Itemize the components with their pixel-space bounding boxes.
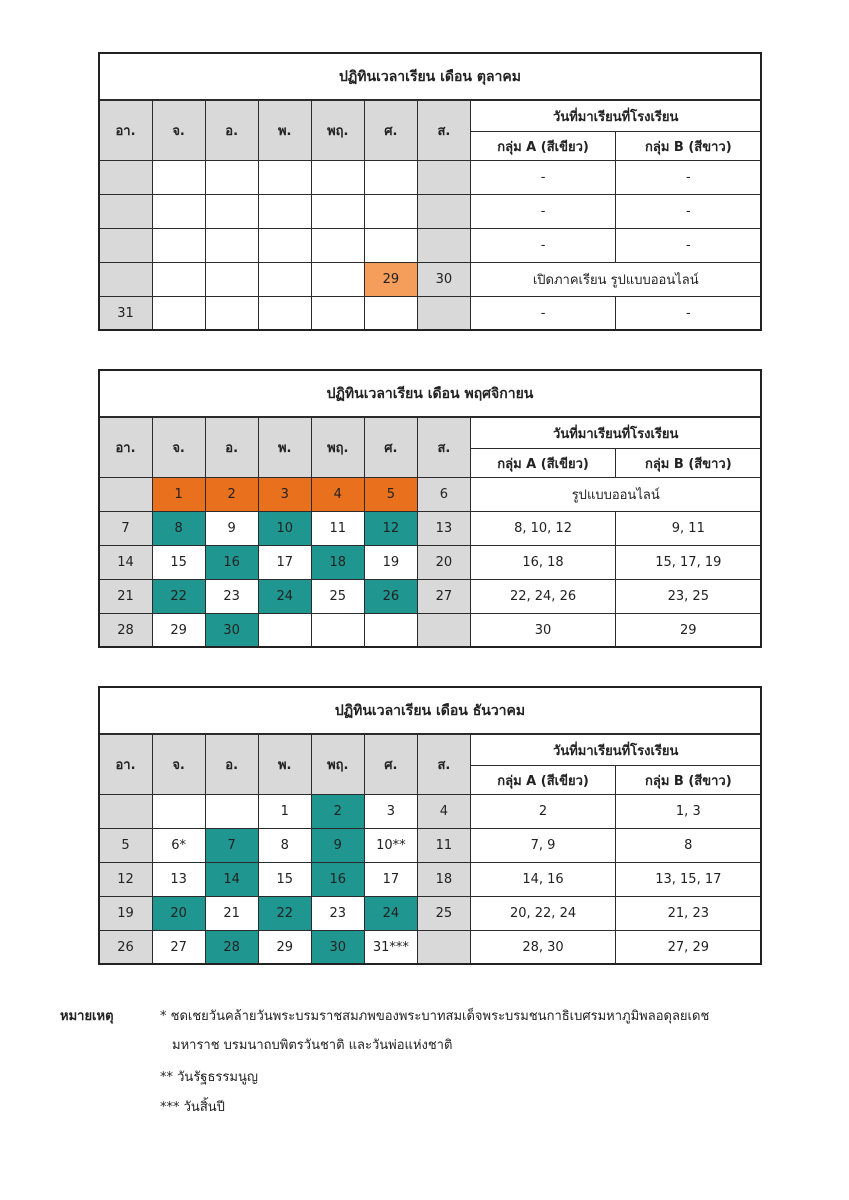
day-cell: 2 — [205, 478, 258, 512]
day-cell — [205, 263, 258, 297]
day-cell: 26 — [99, 931, 152, 965]
group-b-days: 13, 15, 17 — [616, 863, 761, 897]
group-b-days: 1, 3 — [616, 795, 761, 829]
day-cell: 14 — [205, 863, 258, 897]
day-cell: 31 — [99, 297, 152, 331]
day-cell: 21 — [205, 897, 258, 931]
day-cell: 26 — [364, 580, 417, 614]
day-cell: 9 — [205, 512, 258, 546]
day-cell: 7 — [205, 829, 258, 863]
day-cell: 17 — [364, 863, 417, 897]
group-b-days: 8 — [616, 829, 761, 863]
day-cell: 14 — [99, 546, 152, 580]
day-cell — [99, 263, 152, 297]
group-b-header: กลุ่ม B (สีขาว) — [616, 449, 761, 478]
day-cell — [205, 195, 258, 229]
day-cell: 6* — [152, 829, 205, 863]
group-a-days: 14, 16 — [470, 863, 615, 897]
calendar-title: ปฏิทินเวลาเรียน เดือน ตุลาคม — [99, 53, 761, 100]
day-cell — [417, 614, 470, 648]
day-cell: 15 — [152, 546, 205, 580]
day-header: ส. — [417, 417, 470, 478]
group-a-header: กลุ่ม A (สีเขียว) — [470, 132, 615, 161]
group-a-header: กลุ่ม A (สีเขียว) — [470, 449, 615, 478]
day-cell: 30 — [311, 931, 364, 965]
day-cell: 13 — [152, 863, 205, 897]
day-cell — [99, 478, 152, 512]
school-days-header: วันที่มาเรียนที่โรงเรียน — [470, 417, 761, 449]
group-b-days: - — [616, 161, 761, 195]
group-a-days: 20, 22, 24 — [470, 897, 615, 931]
day-cell — [99, 229, 152, 263]
day-header: พฤ. — [311, 417, 364, 478]
day-cell: 28 — [99, 614, 152, 648]
day-cell — [364, 229, 417, 263]
day-cell: 17 — [258, 546, 311, 580]
day-cell: 16 — [311, 863, 364, 897]
day-cell: 15 — [258, 863, 311, 897]
day-cell: 5 — [99, 829, 152, 863]
day-cell — [152, 297, 205, 331]
group-a-header: กลุ่ม A (สีเขียว) — [470, 766, 615, 795]
day-cell: 18 — [417, 863, 470, 897]
day-cell: 25 — [417, 897, 470, 931]
week-row — [99, 863, 761, 897]
day-cell: 7 — [99, 512, 152, 546]
day-cell — [205, 795, 258, 829]
day-cell: 25 — [311, 580, 364, 614]
day-cell: 11 — [417, 829, 470, 863]
week-row — [99, 297, 761, 331]
day-header: อ. — [205, 417, 258, 478]
week-row — [99, 478, 761, 512]
day-header: อา. — [99, 417, 152, 478]
day-cell: 11 — [311, 512, 364, 546]
day-header: จ. — [152, 734, 205, 795]
group-b-days: 23, 25 — [616, 580, 761, 614]
day-header: ศ. — [364, 100, 417, 161]
day-cell: 20 — [417, 546, 470, 580]
note-line-3: ** วันรัฐธรรมนูญ — [160, 1070, 258, 1085]
week-row — [99, 195, 761, 229]
day-cell: 30 — [205, 614, 258, 648]
day-cell: 3 — [364, 795, 417, 829]
group-b-days: 9, 11 — [616, 512, 761, 546]
day-cell — [311, 297, 364, 331]
day-cell: 20 — [152, 897, 205, 931]
day-cell — [258, 229, 311, 263]
group-a-days: 16, 18 — [470, 546, 615, 580]
day-cell — [417, 297, 470, 331]
calendar-title: ปฏิทินเวลาเรียน เดือน ธันวาคม — [99, 687, 761, 734]
day-cell — [99, 795, 152, 829]
day-cell: 30 — [417, 263, 470, 297]
day-header: ส. — [417, 734, 470, 795]
day-cell: 29 — [364, 263, 417, 297]
group-b-header: กลุ่ม B (สีขาว) — [616, 132, 761, 161]
day-cell — [364, 297, 417, 331]
day-cell — [364, 161, 417, 195]
group-a-days: - — [470, 161, 615, 195]
group-a-days: 30 — [470, 614, 615, 648]
week-row — [99, 580, 761, 614]
day-cell — [258, 297, 311, 331]
calendar-november — [98, 369, 762, 648]
group-b-header: กลุ่ม B (สีขาว) — [616, 766, 761, 795]
day-cell: 13 — [417, 512, 470, 546]
day-cell: 1 — [258, 795, 311, 829]
day-cell: 1 — [152, 478, 205, 512]
day-cell: 22 — [258, 897, 311, 931]
day-cell — [364, 614, 417, 648]
day-header: อ. — [205, 100, 258, 161]
week-row — [99, 161, 761, 195]
day-cell — [417, 931, 470, 965]
week-row — [99, 512, 761, 546]
day-cell: 12 — [364, 512, 417, 546]
day-cell — [258, 195, 311, 229]
day-cell: 23 — [311, 897, 364, 931]
day-cell: 2 — [311, 795, 364, 829]
day-cell: 29 — [152, 614, 205, 648]
day-header: พฤ. — [311, 100, 364, 161]
school-days-header: วันที่มาเรียนที่โรงเรียน — [470, 100, 761, 132]
group-a-days: 28, 30 — [470, 931, 615, 965]
day-header: ศ. — [364, 734, 417, 795]
note-line-1: * ชดเชยวันคล้ายวันพระบรมราชสมภพของพระบาทสมเด็จพระบรมชนกาธิเบศรมหาภูมิพลอดุลยเดช — [160, 1009, 710, 1024]
day-cell — [417, 161, 470, 195]
day-cell — [99, 195, 152, 229]
group-b-days: - — [616, 297, 761, 331]
day-cell: 10 — [258, 512, 311, 546]
school-days-header: วันที่มาเรียนที่โรงเรียน — [470, 734, 761, 766]
day-cell — [205, 161, 258, 195]
day-cell — [417, 195, 470, 229]
day-cell: 21 — [99, 580, 152, 614]
day-cell: 19 — [364, 546, 417, 580]
day-header: พ. — [258, 734, 311, 795]
group-a-days: - — [470, 297, 615, 331]
note-line-2: มหาราช บรมนาถบพิตรวันชาติ และวันพ่อแห่งชาติ — [172, 1038, 453, 1053]
day-cell — [311, 263, 364, 297]
day-cell — [364, 195, 417, 229]
day-cell — [311, 161, 364, 195]
online-note: รูปแบบออนไลน์ — [470, 478, 761, 512]
day-cell: 3 — [258, 478, 311, 512]
day-cell — [417, 229, 470, 263]
day-cell — [311, 229, 364, 263]
day-cell — [311, 614, 364, 648]
day-cell — [152, 263, 205, 297]
day-cell: 19 — [99, 897, 152, 931]
day-cell: 24 — [364, 897, 417, 931]
day-cell: 6 — [417, 478, 470, 512]
day-cell — [152, 229, 205, 263]
group-b-days: 15, 17, 19 — [616, 546, 761, 580]
day-cell: 23 — [205, 580, 258, 614]
day-header: ส. — [417, 100, 470, 161]
notes-label: หมายเหตุ — [60, 1009, 114, 1024]
week-row — [99, 931, 761, 965]
day-cell: 12 — [99, 863, 152, 897]
day-cell — [152, 161, 205, 195]
day-cell: 31*** — [364, 931, 417, 965]
day-cell: 4 — [417, 795, 470, 829]
group-b-days: 29 — [616, 614, 761, 648]
day-header: จ. — [152, 417, 205, 478]
day-cell — [205, 297, 258, 331]
day-cell: 27 — [417, 580, 470, 614]
day-cell: 24 — [258, 580, 311, 614]
group-a-days: - — [470, 195, 615, 229]
day-cell — [311, 195, 364, 229]
calendar-october — [98, 52, 762, 331]
group-a-days: - — [470, 229, 615, 263]
group-a-days: 22, 24, 26 — [470, 580, 615, 614]
day-cell — [205, 229, 258, 263]
day-cell: 29 — [258, 931, 311, 965]
day-cell: 8 — [258, 829, 311, 863]
day-cell: 28 — [205, 931, 258, 965]
day-header: พ. — [258, 417, 311, 478]
calendar-december — [98, 686, 762, 965]
day-cell: 5 — [364, 478, 417, 512]
week-row — [99, 263, 761, 297]
group-a-days: 2 — [470, 795, 615, 829]
group-b-days: 27, 29 — [616, 931, 761, 965]
day-cell: 27 — [152, 931, 205, 965]
day-cell — [152, 795, 205, 829]
week-row — [99, 795, 761, 829]
week-row — [99, 829, 761, 863]
day-cell: 8 — [152, 512, 205, 546]
week-row — [99, 897, 761, 931]
day-header: ศ. — [364, 417, 417, 478]
day-cell: 22 — [152, 580, 205, 614]
note-line-4: *** วันสิ้นปี — [160, 1100, 225, 1115]
day-cell: 18 — [311, 546, 364, 580]
day-cell — [258, 614, 311, 648]
week-row — [99, 546, 761, 580]
day-header: อ. — [205, 734, 258, 795]
day-header: อา. — [99, 100, 152, 161]
day-cell: 9 — [311, 829, 364, 863]
day-cell — [258, 263, 311, 297]
day-cell — [152, 195, 205, 229]
week-row — [99, 229, 761, 263]
day-header: พฤ. — [311, 734, 364, 795]
group-b-days: - — [616, 195, 761, 229]
day-header: พ. — [258, 100, 311, 161]
day-cell: 4 — [311, 478, 364, 512]
day-cell: 10** — [364, 829, 417, 863]
day-cell — [99, 161, 152, 195]
group-b-days: - — [616, 229, 761, 263]
group-b-days: 21, 23 — [616, 897, 761, 931]
day-cell — [258, 161, 311, 195]
day-cell: 16 — [205, 546, 258, 580]
day-header: จ. — [152, 100, 205, 161]
week-row — [99, 614, 761, 648]
group-a-days: 8, 10, 12 — [470, 512, 615, 546]
group-a-days: 7, 9 — [470, 829, 615, 863]
online-note: เปิดภาคเรียน รูปแบบออนไลน์ — [470, 263, 761, 297]
calendar-title: ปฏิทินเวลาเรียน เดือน พฤศจิกายน — [99, 370, 761, 417]
day-header: อา. — [99, 734, 152, 795]
